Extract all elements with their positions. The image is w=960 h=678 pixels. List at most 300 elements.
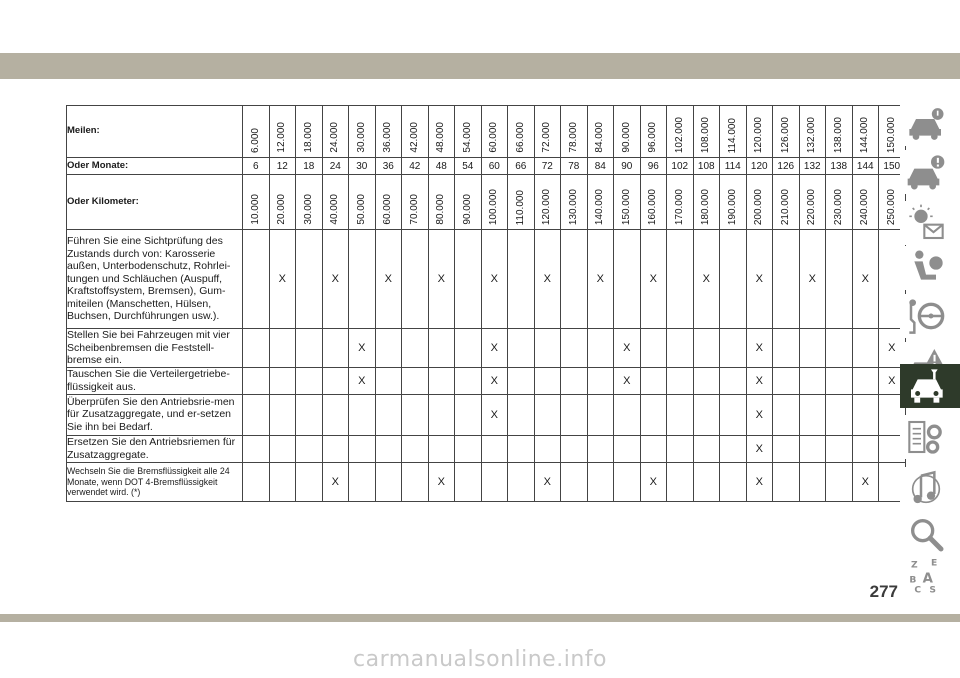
- km-row-value: 110.000: [514, 189, 526, 225]
- km-row-header: [640, 175, 667, 230]
- km-row-value: 190.000: [726, 188, 738, 225]
- empty-cell: [773, 367, 800, 394]
- miles-row-header: [375, 106, 402, 158]
- task-label: Führen Sie eine Sichtprüfung des Zustands durch von: Karosserie außen, Unterbodenschutz, Rohrlei-tungen und Schläuchen (Auspuff, Kraftstoffsystem, Bremsen), Gum-miteilen (Manschetten, Hülsen, Buchsen, Durchführungen usw.).: [67, 230, 243, 329]
- miles-row-header: [322, 106, 349, 158]
- service-mark: X: [640, 462, 667, 501]
- km-row-value: 240.000: [859, 188, 871, 225]
- task-row: [67, 367, 906, 394]
- empty-cell: [269, 394, 296, 435]
- miles-row-value: 48.000: [435, 122, 447, 153]
- empty-cell: [852, 394, 879, 435]
- empty-cell: [455, 435, 482, 462]
- empty-cell: [402, 230, 429, 329]
- empty-cell: [614, 435, 641, 462]
- empty-cell: [455, 367, 482, 394]
- chapter-tab[interactable]: [900, 415, 960, 459]
- km-row-header: [269, 175, 296, 230]
- empty-cell: [667, 367, 694, 394]
- empty-cell: [587, 394, 614, 435]
- music-nav-icon: [906, 469, 946, 509]
- miles-row-value: 54.000: [461, 122, 473, 153]
- service-mark: X: [481, 230, 508, 329]
- miles-row-header: [269, 106, 296, 158]
- miles-row-header: [852, 106, 879, 158]
- months-value: 72: [534, 158, 561, 175]
- empty-cell: [428, 329, 455, 368]
- km-row-value: 90.000: [461, 194, 473, 225]
- months-value: 78: [561, 158, 588, 175]
- km-row-header: [349, 175, 376, 230]
- km-row-header: [614, 175, 641, 230]
- miles-row-header: [508, 106, 535, 158]
- km-row-header: [322, 175, 349, 230]
- empty-cell: [243, 394, 270, 435]
- service-mark: X: [481, 367, 508, 394]
- empty-cell: [773, 329, 800, 368]
- chapter-tab[interactable]: [900, 246, 960, 290]
- months-value: 60: [481, 158, 508, 175]
- miles-row-header: [561, 106, 588, 158]
- empty-cell: [640, 435, 667, 462]
- service-mark: X: [322, 462, 349, 501]
- empty-cell: [826, 394, 853, 435]
- footer-band: [0, 614, 960, 622]
- empty-cell: [693, 462, 720, 501]
- empty-cell: [826, 329, 853, 368]
- empty-cell: [243, 462, 270, 501]
- months-value: 108: [693, 158, 720, 175]
- empty-cell: [561, 329, 588, 368]
- months-value: 48: [428, 158, 455, 175]
- km-row-value: 200.000: [753, 188, 765, 225]
- empty-cell: [534, 329, 561, 368]
- search-icon: [906, 514, 946, 554]
- empty-cell: [349, 394, 376, 435]
- months-row-label: Oder Monate:: [67, 158, 243, 175]
- service-mark: X: [428, 230, 455, 329]
- km-row-value: 120.000: [541, 188, 553, 225]
- chapter-tab[interactable]: [900, 294, 960, 338]
- empty-cell: [561, 462, 588, 501]
- service-mark: X: [852, 462, 879, 501]
- chapter-tab[interactable]: [900, 467, 960, 511]
- empty-cell: [375, 462, 402, 501]
- empty-cell: [322, 329, 349, 368]
- empty-cell: [269, 435, 296, 462]
- km-row-header: [667, 175, 694, 230]
- empty-cell: [640, 394, 667, 435]
- service-mark: X: [375, 230, 402, 329]
- warning-lights-mail-icon: [906, 203, 946, 243]
- empty-cell: [614, 394, 641, 435]
- km-row-header: [693, 175, 720, 230]
- service-mark: X: [879, 367, 906, 394]
- empty-cell: [640, 367, 667, 394]
- months-value: 102: [667, 158, 694, 175]
- empty-cell: [640, 329, 667, 368]
- chapter-tab[interactable]: [900, 512, 960, 556]
- empty-cell: [720, 435, 747, 462]
- miles-row-header: [587, 106, 614, 158]
- service-mark: X: [322, 230, 349, 329]
- empty-cell: [349, 435, 376, 462]
- km-row-header: [534, 175, 561, 230]
- miles-row-value: 42.000: [408, 122, 420, 153]
- km-row-header: [587, 175, 614, 230]
- task-label: Ersetzen Sie den Antriebsriemen für Zusatzaggregate.: [67, 435, 243, 462]
- chapter-tab[interactable]: [900, 552, 960, 596]
- empty-cell: [375, 435, 402, 462]
- months-value: 120: [746, 158, 773, 175]
- miles-row-value: 36.000: [382, 122, 394, 153]
- empty-cell: [773, 462, 800, 501]
- empty-cell: [614, 230, 641, 329]
- empty-cell: [428, 394, 455, 435]
- empty-cell: [243, 329, 270, 368]
- empty-cell: [667, 462, 694, 501]
- months-value: 126: [773, 158, 800, 175]
- empty-cell: [693, 329, 720, 368]
- chapter-tab[interactable]: [900, 201, 960, 245]
- months-value: 132: [799, 158, 826, 175]
- empty-cell: [799, 462, 826, 501]
- miles-row-value: 84.000: [594, 122, 606, 153]
- empty-cell: [587, 435, 614, 462]
- km-row-value: 100.000: [488, 188, 500, 225]
- km-row-header: [481, 175, 508, 230]
- service-mark: X: [614, 329, 641, 368]
- service-mark: X: [640, 230, 667, 329]
- miles-row-header: [481, 106, 508, 158]
- empty-cell: [243, 230, 270, 329]
- car-wrench-icon: [906, 366, 946, 406]
- service-mark: X: [587, 230, 614, 329]
- empty-cell: [799, 367, 826, 394]
- page-number: 277: [869, 582, 898, 601]
- svg-text:E: E: [931, 557, 938, 569]
- months-value: 36: [375, 158, 402, 175]
- miles-row-header: [296, 106, 323, 158]
- empty-cell: [375, 329, 402, 368]
- miles-row-value: 72.000: [541, 122, 553, 153]
- miles-row-value: 132.000: [806, 116, 818, 153]
- empty-cell: [269, 462, 296, 501]
- miles-row-value: 24.000: [329, 122, 341, 153]
- empty-cell: [773, 435, 800, 462]
- empty-cell: [296, 230, 323, 329]
- service-mark: X: [746, 329, 773, 368]
- km-row-header: [852, 175, 879, 230]
- chapter-tab[interactable]: [900, 150, 960, 194]
- miles-row-value: 138.000: [832, 116, 844, 153]
- empty-cell: [852, 329, 879, 368]
- task-row: [67, 230, 906, 329]
- months-value: 144: [852, 158, 879, 175]
- empty-cell: [269, 367, 296, 394]
- miles-row-header: [640, 106, 667, 158]
- empty-cell: [587, 367, 614, 394]
- empty-cell: [667, 435, 694, 462]
- empty-cell: [508, 367, 535, 394]
- empty-cell: [614, 462, 641, 501]
- empty-cell: [667, 230, 694, 329]
- empty-cell: [322, 367, 349, 394]
- list-gears-icon: [906, 417, 946, 457]
- months-value: 24: [322, 158, 349, 175]
- empty-cell: [402, 462, 429, 501]
- empty-cell: [296, 394, 323, 435]
- task-row: [67, 435, 906, 462]
- empty-cell: [826, 230, 853, 329]
- svg-text:S: S: [929, 584, 936, 594]
- task-row: [67, 394, 906, 435]
- empty-cell: [428, 367, 455, 394]
- miles-row-header: [428, 106, 455, 158]
- alphabet-index-icon: [906, 554, 946, 594]
- km-row: [67, 175, 906, 230]
- empty-cell: [402, 367, 429, 394]
- miles-row-header: [720, 106, 747, 158]
- km-row-value: 40.000: [329, 194, 341, 225]
- empty-cell: [322, 394, 349, 435]
- svg-text:A: A: [922, 571, 933, 587]
- months-value: 90: [614, 158, 641, 175]
- km-row-header: [799, 175, 826, 230]
- empty-cell: [799, 329, 826, 368]
- miles-row-value: 18.000: [302, 122, 314, 153]
- service-mark: X: [481, 329, 508, 368]
- watermark: carmanualsonline.info: [353, 647, 607, 672]
- empty-cell: [402, 329, 429, 368]
- km-row-value: 10.000: [249, 194, 261, 225]
- miles-row-header: [746, 106, 773, 158]
- miles-row-value: 78.000: [567, 122, 579, 153]
- months-value: 30: [349, 158, 376, 175]
- km-row-value: 80.000: [435, 194, 447, 225]
- svg-text:B: B: [909, 574, 917, 586]
- km-row-header: [561, 175, 588, 230]
- empty-cell: [720, 367, 747, 394]
- empty-cell: [296, 435, 323, 462]
- service-mark: X: [852, 230, 879, 329]
- km-row-value: 170.000: [673, 188, 685, 225]
- steering-wheel-key-icon: [906, 296, 946, 336]
- empty-cell: [693, 367, 720, 394]
- miles-row: [67, 106, 906, 158]
- km-row-value: 210.000: [779, 188, 791, 225]
- miles-row-value: 150.000: [885, 116, 897, 153]
- service-mark: X: [746, 394, 773, 435]
- miles-row-value: 60.000: [488, 122, 500, 153]
- empty-cell: [296, 462, 323, 501]
- empty-cell: [720, 329, 747, 368]
- empty-cell: [508, 435, 535, 462]
- service-mark: X: [746, 367, 773, 394]
- km-row-value: 220.000: [806, 188, 818, 225]
- miles-row-header: [826, 106, 853, 158]
- months-value: 66: [508, 158, 535, 175]
- months-row: [67, 158, 906, 175]
- empty-cell: [799, 394, 826, 435]
- km-row-label: Oder Kilometer:: [67, 175, 243, 230]
- svg-text:Z: Z: [911, 559, 918, 571]
- months-value: 42: [402, 158, 429, 175]
- task-label: Überprüfen Sie den Antriebsrie-men für Zusatzaggregate, und er-setzen Sie ihn bei Bedarf.: [67, 394, 243, 435]
- km-row-header: [428, 175, 455, 230]
- empty-cell: [322, 435, 349, 462]
- months-value: 54: [455, 158, 482, 175]
- empty-cell: [826, 435, 853, 462]
- km-row-value: 60.000: [382, 194, 394, 225]
- months-value: 96: [640, 158, 667, 175]
- empty-cell: [720, 394, 747, 435]
- empty-cell: [852, 435, 879, 462]
- empty-cell: [349, 230, 376, 329]
- miles-row-value: 108.000: [700, 116, 712, 153]
- empty-cell: [296, 329, 323, 368]
- km-row-header: [296, 175, 323, 230]
- km-row-value: 230.000: [832, 188, 844, 225]
- task-label: Wechseln Sie die Bremsflüssigkeit alle 24 Monate, wenn DOT 4-Bremsflüssigkeit verwendet wird. (*): [67, 462, 243, 501]
- km-row-header: [243, 175, 270, 230]
- task-label: Stellen Sie bei Fahrzeugen mit vier Scheibenbremsen die Feststell-bremse ein.: [67, 329, 243, 368]
- empty-cell: [508, 462, 535, 501]
- empty-cell: [455, 462, 482, 501]
- empty-cell: [561, 230, 588, 329]
- km-row-header: [508, 175, 535, 230]
- empty-cell: [481, 435, 508, 462]
- empty-cell: [455, 329, 482, 368]
- km-row-header: [826, 175, 853, 230]
- service-mark: X: [428, 462, 455, 501]
- empty-cell: [296, 367, 323, 394]
- empty-cell: [852, 367, 879, 394]
- empty-cell: [773, 230, 800, 329]
- service-mark: X: [746, 435, 773, 462]
- miles-row-header: [667, 106, 694, 158]
- months-value: 6: [243, 158, 270, 175]
- empty-cell: [402, 394, 429, 435]
- service-mark: X: [349, 329, 376, 368]
- task-label: Tauschen Sie die Verteilergetriebe-flüssigkeit aus.: [67, 367, 243, 394]
- empty-cell: [720, 230, 747, 329]
- months-value: 150: [879, 158, 906, 175]
- miles-row-value: 120.000: [753, 116, 765, 153]
- empty-cell: [243, 367, 270, 394]
- miles-row-value: 66.000: [514, 122, 526, 153]
- empty-cell: [561, 435, 588, 462]
- car-info-icon: [906, 104, 946, 144]
- miles-row-value: 144.000: [859, 116, 871, 153]
- km-row-header: [720, 175, 747, 230]
- task-row: [67, 329, 906, 368]
- empty-cell: [428, 435, 455, 462]
- service-mark: X: [746, 462, 773, 501]
- empty-cell: [826, 462, 853, 501]
- km-row-value: 250.000: [885, 188, 897, 225]
- chapter-tab[interactable]: [900, 364, 960, 408]
- miles-row-value: 12.000: [276, 122, 288, 153]
- miles-row-label: Meilen:: [67, 106, 243, 158]
- miles-row-value: 102.000: [673, 116, 685, 153]
- empty-cell: [455, 230, 482, 329]
- task-row: [67, 462, 906, 501]
- miles-row-header: [614, 106, 641, 158]
- miles-row-value: 114.000: [726, 117, 738, 153]
- empty-cell: [667, 394, 694, 435]
- empty-cell: [243, 435, 270, 462]
- km-row-header: [773, 175, 800, 230]
- miles-row-header: [799, 106, 826, 158]
- km-row-value: 70.000: [408, 194, 420, 225]
- empty-cell: [720, 462, 747, 501]
- miles-row-value: 6.000: [249, 127, 261, 153]
- miles-row-header: [534, 106, 561, 158]
- miles-row-value: 90.000: [620, 122, 632, 153]
- empty-cell: [375, 394, 402, 435]
- empty-cell: [667, 329, 694, 368]
- km-row-value: 180.000: [700, 188, 712, 225]
- months-value: 138: [826, 158, 853, 175]
- empty-cell: [508, 230, 535, 329]
- km-row-header: [402, 175, 429, 230]
- service-mark: X: [879, 329, 906, 368]
- km-row-header: [375, 175, 402, 230]
- service-mark: X: [534, 230, 561, 329]
- service-mark: X: [534, 462, 561, 501]
- km-row-value: 30.000: [302, 194, 314, 225]
- km-row-value: 150.000: [620, 188, 632, 225]
- empty-cell: [508, 394, 535, 435]
- empty-cell: [481, 462, 508, 501]
- empty-cell: [826, 367, 853, 394]
- empty-cell: [693, 394, 720, 435]
- empty-cell: [508, 329, 535, 368]
- miles-row-header: [349, 106, 376, 158]
- service-mark: X: [614, 367, 641, 394]
- empty-cell: [561, 394, 588, 435]
- miles-row-value: 96.000: [647, 122, 659, 153]
- km-row-value: 140.000: [594, 188, 606, 225]
- service-mark: X: [799, 230, 826, 329]
- svg-text:C: C: [914, 584, 922, 594]
- empty-cell: [534, 367, 561, 394]
- miles-row-header: [773, 106, 800, 158]
- miles-row-value: 126.000: [779, 116, 791, 153]
- empty-cell: [693, 435, 720, 462]
- service-mark: X: [746, 230, 773, 329]
- empty-cell: [587, 329, 614, 368]
- empty-cell: [375, 367, 402, 394]
- empty-cell: [402, 435, 429, 462]
- months-value: 12: [269, 158, 296, 175]
- empty-cell: [587, 462, 614, 501]
- km-row-value: 50.000: [355, 194, 367, 225]
- months-value: 84: [587, 158, 614, 175]
- empty-cell: [534, 394, 561, 435]
- chapter-tab[interactable]: [900, 102, 960, 146]
- empty-cell: [269, 329, 296, 368]
- empty-cell: [534, 435, 561, 462]
- empty-cell: [561, 367, 588, 394]
- service-mark: X: [693, 230, 720, 329]
- service-mark: X: [269, 230, 296, 329]
- car-alert-icon: [906, 152, 946, 192]
- km-row-value: 130.000: [567, 188, 579, 225]
- km-row-value: 160.000: [647, 188, 659, 225]
- empty-cell: [773, 394, 800, 435]
